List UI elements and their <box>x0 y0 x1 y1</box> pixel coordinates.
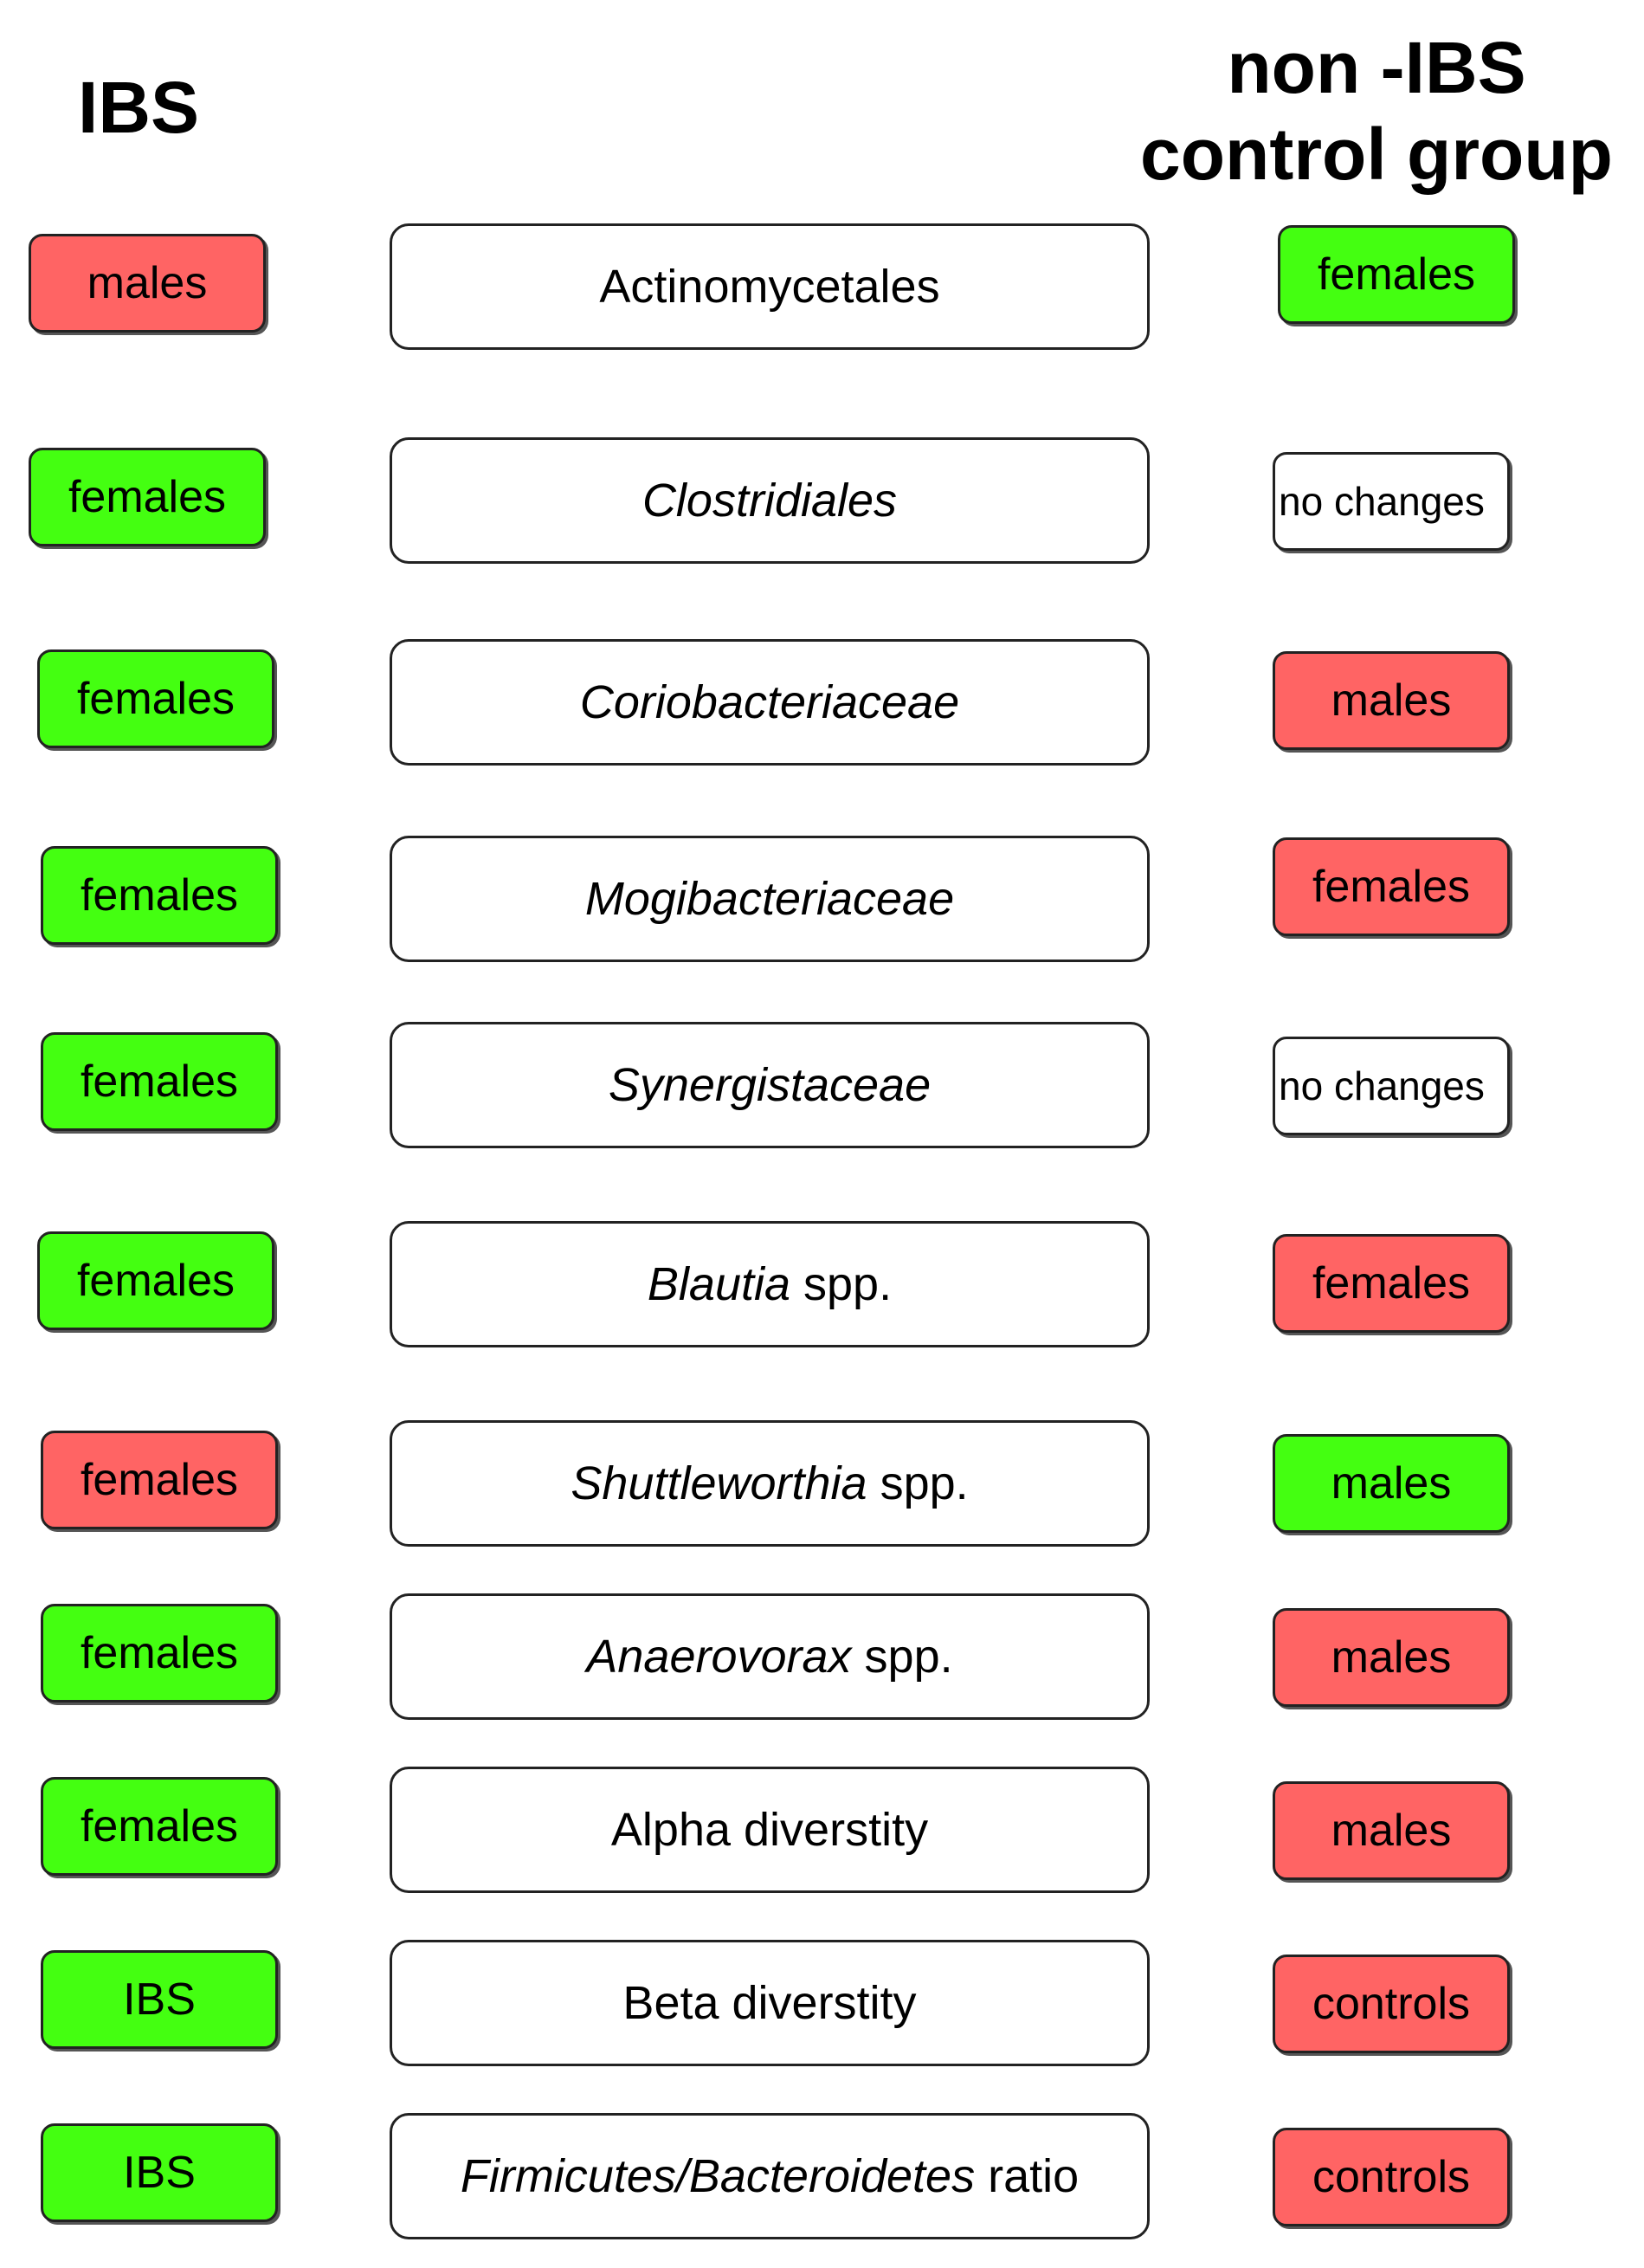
feature-plain-text: spp. <box>867 1457 969 1509</box>
feature-box <box>390 1767 1150 1893</box>
control-result-badge: males <box>1273 1434 1510 1533</box>
feature-box <box>390 223 1150 350</box>
feature-box <box>390 836 1150 962</box>
feature-box <box>390 1022 1150 1148</box>
feature-box <box>390 1593 1150 1720</box>
ibs-result-badge: males <box>29 234 266 333</box>
ibs-result-badge: females <box>37 1231 274 1330</box>
feature-plain-text: Beta diverstity <box>622 1977 917 2029</box>
feature-plain-text: Actinomycetales <box>599 261 940 313</box>
control-result-badge: controls <box>1273 1955 1510 2053</box>
ibs-result-badge: IBS <box>41 1950 278 2049</box>
feature-box <box>390 1940 1150 2066</box>
ibs-column-heading: IBS <box>78 67 200 148</box>
ibs-result-badge: females <box>41 1032 278 1131</box>
ibs-result-badge: IBS <box>41 2123 278 2222</box>
feature-plain-text: spp. <box>851 1631 953 1683</box>
feature-plain-text: ratio <box>975 2150 1080 2202</box>
feature-box <box>390 1221 1150 1347</box>
feature-italic-text: Blautia <box>647 1258 791 1310</box>
feature-italic-text: Anaerovorax <box>586 1631 852 1683</box>
control-column-heading <box>1117 24 1636 197</box>
feature-italic-text: Shuttleworthia <box>571 1457 867 1509</box>
feature-plain-text: Alpha diverstity <box>610 1804 929 1856</box>
feature-italic-text: Firmicutes/Bacteroidetes <box>460 2150 976 2202</box>
feature-italic-text: Clostridiales <box>641 475 898 527</box>
ibs-result-badge: females <box>41 1777 278 1876</box>
ibs-result-badge: females <box>37 649 274 748</box>
control-heading-line-2: control group <box>1140 113 1613 195</box>
control-result-badge: males <box>1273 1608 1510 1707</box>
ibs-result-badge: females <box>41 1431 278 1529</box>
control-result-badge: no changes <box>1273 452 1510 551</box>
control-result-badge: females <box>1278 225 1515 324</box>
control-heading-line-1: non -IBS <box>1227 27 1526 108</box>
feature-box <box>390 437 1150 564</box>
feature-plain-text: spp. <box>790 1258 893 1310</box>
ibs-result-badge: females <box>41 846 278 945</box>
control-result-badge: males <box>1273 651 1510 750</box>
feature-box <box>390 639 1150 766</box>
feature-italic-text: Synergistaceae <box>608 1059 932 1111</box>
control-result-badge: males <box>1273 1781 1510 1880</box>
control-result-badge: females <box>1273 1234 1510 1333</box>
feature-italic-text: Coriobacteriaceae <box>579 676 960 728</box>
control-result-badge: no changes <box>1273 1037 1510 1135</box>
ibs-result-badge: females <box>41 1604 278 1703</box>
feature-box <box>390 1420 1150 1547</box>
control-result-badge: controls <box>1273 2128 1510 2226</box>
feature-italic-text: Mogibacteriaceae <box>584 873 955 925</box>
control-result-badge: females <box>1273 837 1510 936</box>
feature-box <box>390 2113 1150 2239</box>
ibs-result-badge: females <box>29 448 266 546</box>
